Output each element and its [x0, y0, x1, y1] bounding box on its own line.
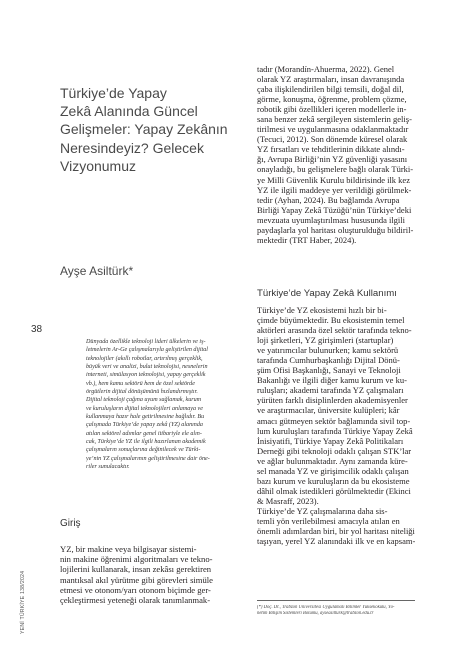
text-line: etmesi ve otonom/yarı otonom biçimde ger- — [60, 584, 211, 595]
text-line: temli yön verilebilmesi amacıyla atılan en — [257, 515, 400, 526]
journal-label: YENİ TÜRKİYE 138/2024 — [20, 570, 26, 634]
section-heading: Türkiye’de Yapay Zekâ Kullanımı — [257, 288, 397, 299]
text-line: tadır (Morandín-Ahuerma, 2022). Genel — [257, 64, 395, 74]
text-line: sana benzer zekâ sergileyen sistemlerin geliş- — [257, 114, 412, 125]
right-column-top-text — [257, 64, 415, 245]
abstract-line: kullanmaya hazır hale getirilmesine bağlıdır. Bu — [86, 414, 205, 421]
text-line: Türkiye’de YZ ekosistemi hızlı bir bi- — [257, 305, 387, 315]
intro-text-column — [60, 544, 242, 605]
text-line: robotik gibi özellikleri içeren modellerle in- — [257, 104, 407, 115]
text-line: & Masraff, 2023). — [257, 495, 319, 506]
text-line: tirilmesi ve uygulanmasına odaklanmaktadır — [257, 124, 409, 135]
text-line: lojilerini kullanarak, insan zekâsı gerektiren — [60, 564, 212, 575]
text-line: amacı gütmeyen sektör bağlamında sivil top- — [257, 415, 411, 426]
author-footnote — [257, 605, 415, 618]
text-line: çekleştirmesi yeteneği olarak tanımlanmak- — [60, 595, 211, 606]
text-line: ğı, Avrupa Birliği’nin YZ güvenliği yasasını — [257, 154, 408, 165]
text-line: aktörleri arasında özel sektör tarafında tekno- — [257, 325, 412, 336]
abstract-line: örgütlerin dijital dönüşümünü hızlandırmıştır. — [86, 389, 198, 396]
title-line: Gelişmeler: Yapay Zekânın — [60, 121, 228, 138]
text-line: YZ ile ilgili maddeye yer verildiği görülmek- — [257, 184, 412, 195]
text-line: mantıksal akıl yürütme gibi görevleri simüle — [60, 574, 213, 585]
intro-heading: Giriş — [60, 518, 81, 529]
text-line: olarak YZ araştırmaları, insan davranışında — [257, 74, 405, 85]
abstract-line: letmelerin Ar-Ge çalışmalarıyla geliştirilen dijital — [86, 347, 208, 354]
text-line: nin makine öğrenimi algoritmaları ve tekno- — [60, 554, 213, 565]
abstract — [86, 338, 246, 472]
text-line: paydaşlarla yol haritası oluşturulduğu bildiril- — [257, 224, 414, 235]
text-line: çaba ilişkilendirilen bilgi temsili, doğal dil, — [257, 84, 404, 95]
article-title — [60, 84, 240, 175]
title-line: Vizyonumuz — [60, 157, 137, 174]
abstract-line: riler sunulacaktır. — [86, 464, 130, 471]
text-line: ve araştırmacılar, üniversite kulüpleri; kâr — [257, 405, 400, 416]
text-line: loji şirketleri, YZ girişimleri (startuplar) — [257, 335, 394, 346]
footnote-line: netim Bilişim Sistemleri Bölümü, ayseasilturk@trabzon.edu.tr — [257, 611, 374, 617]
text-line: YZ fırsatları ve tehditlerinin dikkate alındı- — [257, 144, 405, 155]
abstract-line: çalışmaların sonuçlarına değinilecek ve Türki- — [86, 447, 201, 454]
footnote-rule — [257, 600, 415, 601]
text-line: (Tecuci, 2012). Son dönemde küresel olarak — [257, 134, 408, 145]
abstract-line: ve kuruluşların dijital teknolojileri anlamaya ve — [86, 405, 203, 412]
text-line: bazı kurum ve kuruluşların da bu ekosisteme — [257, 475, 410, 486]
abstract-line: ye’nin YZ çalışmalarının geliştirilmesine dair öne- — [86, 455, 210, 462]
page-number: 38 — [31, 324, 43, 335]
text-line: şüm Ofisi Başkanlığı, Sanayi ve Teknoloji — [257, 365, 401, 376]
text-line: görme, konuşma, öğrenme, problem çözme, — [257, 94, 407, 105]
text-line: ve yatırımcılar bulunurken; kamu sektörü — [257, 345, 399, 356]
text-line: lum kuruluşları tarafında Türkiye Yapay Zekâ — [257, 425, 413, 436]
title-line: Türkiye’de Yapay — [60, 85, 167, 101]
text-line: ye Milli Güvenlik Kurulu bildirisinde ilk kez — [257, 174, 410, 185]
text-line: Birliği Yapay Zekâ Tüzüğü’nün Türkiye’deki — [257, 204, 412, 215]
right-text-column — [257, 64, 415, 245]
text-line: taşıyan, yerel YZ alanındaki ilk ve en kapsam- — [257, 536, 415, 547]
title-line: Neresindeyiz? Gelecek — [60, 139, 204, 156]
text-line: yürüten farklı disiplinlerden akademisyenler — [257, 395, 408, 406]
text-line: Bakanlığı ve ilgili diğer kamu kurum ve ku- — [257, 375, 407, 386]
author-name: Ayşe Asiltürk* — [60, 264, 134, 278]
title-line: Zekâ Alanında Güncel — [60, 103, 198, 120]
text-line: YZ, bir makine veya bilgisayar sistemi- — [60, 544, 197, 554]
text-line: ve ağlar bulunmaktadır. Aynı zamanda küre- — [257, 455, 408, 466]
text-line: önemli adımlardan biri, bir yol haritası niteliği — [257, 526, 415, 537]
text-line: tarafında Cumhurbaşkanlığı Dijital Dönü- — [257, 355, 400, 366]
text-line: Türkiye’de YZ çalışmalarına daha sis- — [257, 505, 388, 516]
text-line: ruluşları; akademi tarafında YZ çalışmaları — [257, 385, 404, 396]
abstract-line: Dijital teknoloji çağına uyum sağlamak, kurum — [86, 397, 202, 404]
abstract-line: vb.), hem kamu sektörü hem de özel sektörde — [86, 380, 195, 387]
text-line: onayladığı, bu gelişmelere bağlı olarak Türki- — [257, 164, 414, 175]
text-line: mevzuata uyumlaştırılması hususunda ilgili — [257, 214, 406, 225]
text-line: sel manada YZ ve girişimcilik odaklı çalışan — [257, 465, 409, 476]
abstract-line: çalışmada Türkiye’de yapay zekâ (YZ) alanında — [86, 422, 203, 429]
text-line: çimde büyümektedir. Bu ekosistemin temel — [257, 315, 405, 326]
text-line: tedir (Ayhan, 2024). Bu bağlamda Avrupa — [257, 194, 400, 205]
abstract-line: teknolojiler (akıllı robotlar, artırılmış gerçeklik, — [86, 355, 203, 362]
abstract-line: büyük veri ve analizi, bulut teknolojisi, nesnelerin — [86, 364, 208, 371]
abstract-line: cak, Türkiye’de YZ ile ilgili hazırlanan akademik — [86, 439, 206, 446]
text-line: dâhil olmak istedikleri görülmektedir (Ekinci — [257, 485, 411, 496]
abstract-line: atılan sektörel adımlar genel itibariyle ele alın- — [86, 430, 202, 437]
abstract-line: interneti, simülasyon teknolojisi, yapay gerçeklik — [86, 372, 206, 379]
text-line: mektedir (TRT Haber, 2024). — [257, 234, 357, 245]
footnote-line: (*) Doç. Dr., Trabzon Üniversitesi Uygulamalı Bilimler Yüksekokulu, Yö- — [257, 605, 395, 610]
section-body-text — [257, 305, 415, 546]
text-line: İnisiyatifi, Türkiye Yapay Zekâ Politikaları — [257, 435, 404, 446]
text-line: Derneği gibi teknoloji odaklı çalışan STK’lar — [257, 445, 412, 456]
abstract-line: Dünyada özellikle teknoloji lideri ülkelerin ve iş- — [86, 339, 206, 345]
